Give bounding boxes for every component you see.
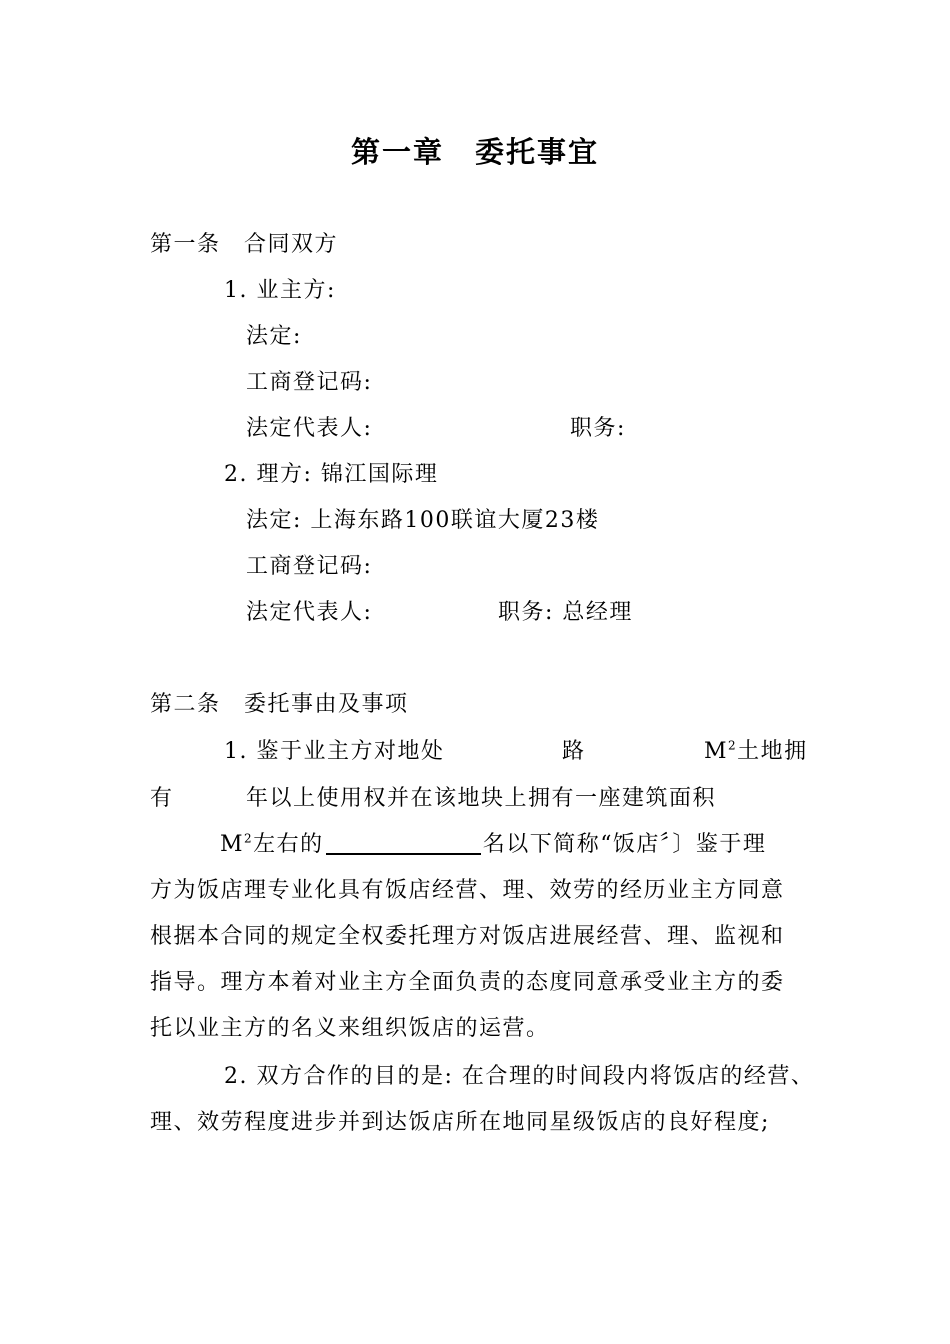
hotel-name-blank: [326, 831, 481, 855]
p1-line7: 托以业主方的名义来组织饭店的运营。: [150, 1016, 550, 1041]
area-unit: M: [220, 832, 245, 857]
p2-line1: 2. 双方合作的目的是: 在合理的时间段内将饭店的经营、: [224, 1064, 815, 1089]
manager-position: 职务: 总经理: [498, 600, 633, 625]
p1-line3-a: 左右的: [253, 832, 324, 857]
manager-rep: 法定代表人:: [246, 600, 373, 625]
manager-reg-code: 工商登记码:: [246, 554, 373, 579]
p1-line3: [220, 830, 766, 860]
manager-address: 法定: 上海东路100联谊大厦23楼: [246, 508, 600, 533]
p1-line1-c-rest: 土地拥: [737, 739, 808, 764]
p1-line1-c: [704, 737, 808, 767]
p1-line4: 方为饭店理专业化具有饭店经营、理、效劳的经历业主方同意: [150, 878, 785, 903]
owner-address: 法定:: [246, 324, 302, 349]
p1-line1-a: 1. 鉴于业主方对地处: [224, 739, 445, 764]
owner-label: 1. 业主方:: [224, 278, 336, 303]
article2-heading: 第二条 委托事由及事项: [150, 692, 409, 717]
p1-line2-a: 有: [150, 786, 174, 811]
p1-line1-b: 路: [562, 739, 586, 764]
owner-reg-code: 工商登记码:: [246, 370, 373, 395]
owner-rep: 法定代表人:: [246, 416, 373, 441]
owner-position: 职务:: [570, 416, 626, 441]
manager-label: 2. 理方: 锦江国际理: [224, 462, 439, 487]
p1-line2-b: 年以上使用权并在该地块上拥有一座建筑面积: [246, 786, 717, 811]
p1-line3-b: 名以下简称“饭店〞〕鉴于理: [482, 832, 767, 857]
area-unit-sup: 2: [728, 738, 738, 753]
p1-line5: 根据本合同的规定全权委托理方对饭店进展经营、理、监视和: [150, 924, 785, 949]
p2-line2: 理、效劳程度进步并到达饭店所在地同星级饭店的良好程度;: [150, 1110, 770, 1135]
p1-line6: 指导。理方本着对业主方全面负责的态度同意承受业主方的委: [150, 970, 785, 995]
area-unit-sup: 2: [244, 831, 254, 846]
chapter-title: 第一章 委托事宜: [350, 135, 599, 169]
area-unit: M: [704, 739, 729, 764]
article1-heading: 第一条 合同双方: [150, 232, 339, 257]
